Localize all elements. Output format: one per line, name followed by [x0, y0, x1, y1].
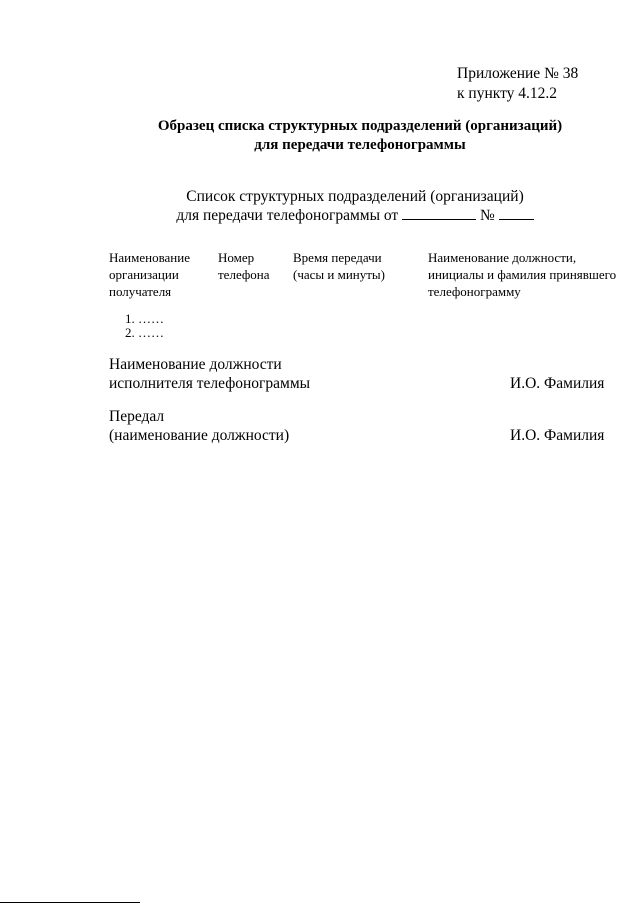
document-title-line2: для передачи телефонограммы	[254, 137, 466, 153]
executor-position-line1: Наименование должности	[109, 356, 282, 373]
sender-label: Передал	[109, 408, 165, 425]
document-title-line1: Образец списка структурных подразделений (организаций)	[157, 118, 563, 134]
column-header-recipient: Наименование организации получателя	[109, 250, 190, 299]
footnote-separator	[0, 902, 140, 903]
executor-position-line2: исполнителя телефонограммы	[109, 375, 311, 392]
number-sign: №	[479, 207, 495, 224]
sender-position: (наименование должности)	[109, 427, 290, 444]
executor-name: И.О. Фамилия	[510, 375, 605, 392]
number-blank	[499, 207, 534, 220]
date-blank	[402, 207, 476, 220]
appendix-label	[457, 64, 578, 104]
list-heading-prefix: для передачи телефонограммы от	[176, 207, 399, 224]
list-heading-line2	[35, 206, 640, 226]
list-item: 2. ……	[125, 325, 164, 340]
sender-name: И.О. Фамилия	[510, 427, 605, 444]
column-header-phone: Номер телефона	[218, 250, 270, 282]
column-header-time: Время передачи (часы и минуты)	[293, 250, 385, 282]
appendix-number: Приложение № 38	[457, 65, 579, 82]
appendix-clause: к пункту 4.12.2	[457, 85, 558, 102]
column-header-receiver: Наименование должности, инициалы и фамилия принявшего телефонограмму	[428, 250, 617, 299]
list-heading-line1: Список структурных подразделений (организаций)	[186, 188, 524, 205]
list-item: 1. ……	[125, 311, 164, 326]
